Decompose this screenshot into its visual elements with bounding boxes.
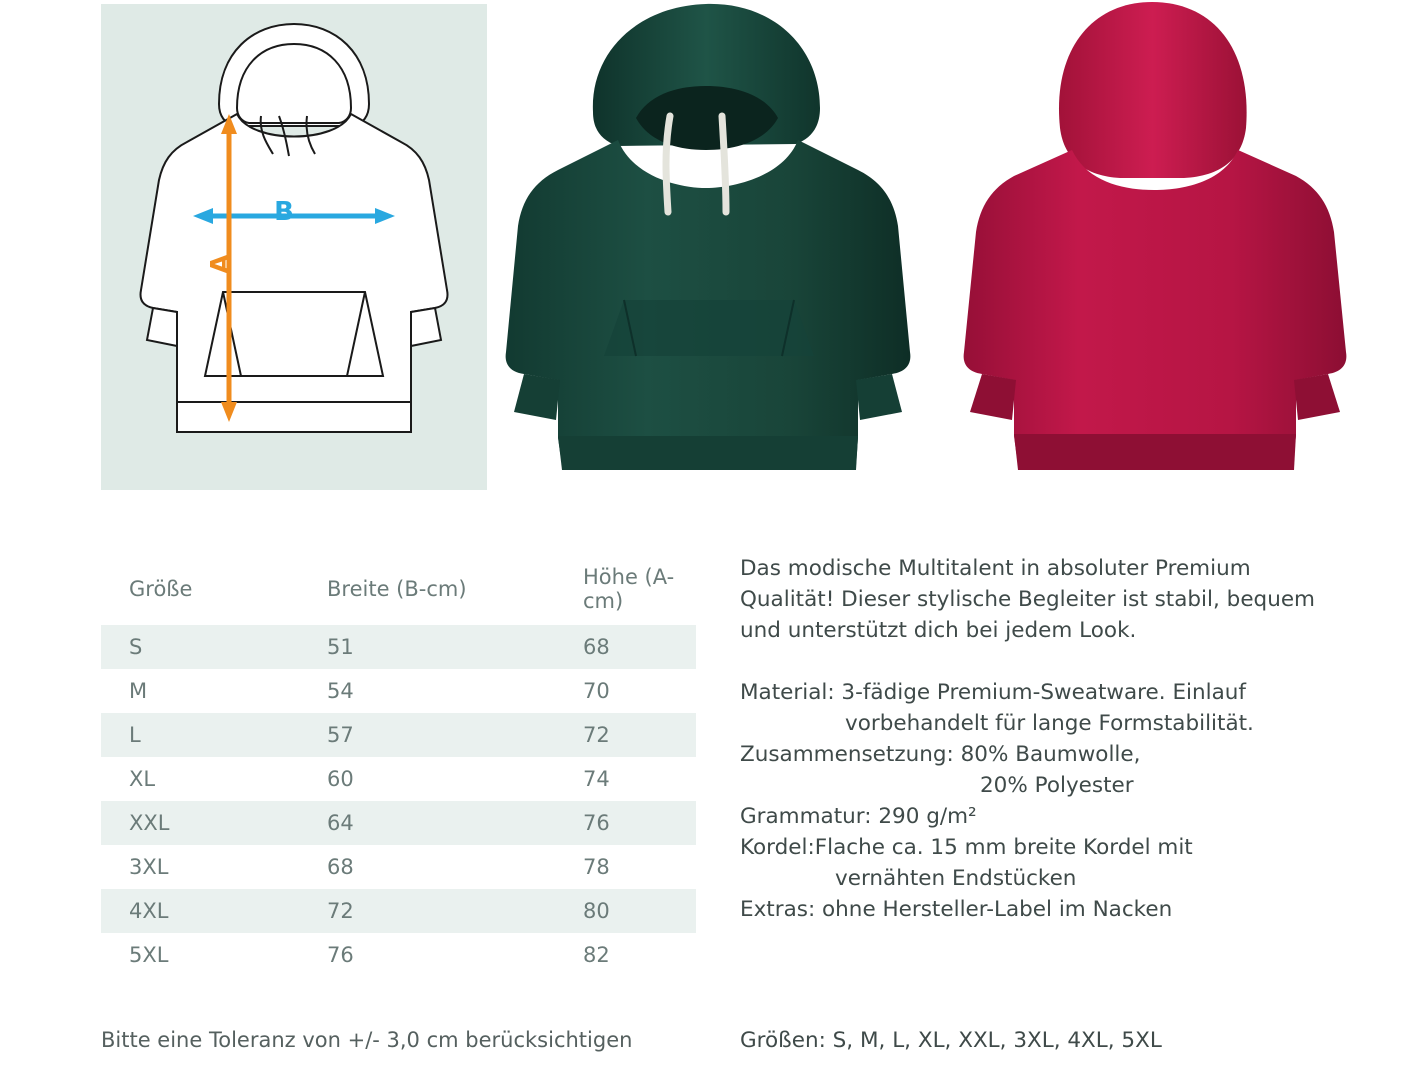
spacer [740,646,1340,677]
header-size: Größe [129,577,193,601]
description-material-cont: vorbehandelt für lange Formstabilität. [845,711,1254,736]
hoodie-front-green [498,0,918,490]
cell-height: 68 [583,635,610,659]
cell-size: XL [129,767,156,791]
cell-size: M [129,679,148,703]
size-table-body [101,625,696,977]
available-sizes: Größen: S, M, L, XL, XXL, 3XL, 4XL, 5XL [740,1028,1162,1053]
cell-height: 76 [583,811,610,835]
description-intro: Das modische Multitalent in absoluter Premium Qualität! Dieser stylische Begleiter ist stabil, bequem und unterstützt dich bei jedem Look. [740,556,1315,643]
size-table [101,553,696,977]
cell-height: 82 [583,943,610,967]
cell-height: 74 [583,767,610,791]
product-images-row [0,0,1424,500]
size-diagram-panel [101,4,487,490]
cell-size: XXL [129,811,170,835]
cell-width: 60 [327,767,354,791]
hoodie-technical-drawing [101,4,487,490]
table-row [101,713,696,757]
cell-width: 54 [327,679,354,703]
description-cord: Kordel:Flache ca. 15 mm breite Kordel mit [740,835,1193,860]
cell-width: 51 [327,635,354,659]
description-composition-cont: 20% Polyester [980,773,1134,798]
cell-size: 5XL [129,943,169,967]
table-row [101,801,696,845]
cell-width: 72 [327,899,354,923]
size-table-head [101,553,696,625]
product-description [740,553,1340,925]
table-row [101,669,696,713]
description-weight: Grammatur: 290 g/m² [740,804,977,829]
height-label: A [206,253,236,275]
description-cord-cont: vernähten Endstücken [835,866,1077,891]
cell-size: 3XL [129,855,169,879]
table-row [101,757,696,801]
hoodie-back-red [952,0,1352,490]
table-row [101,933,696,977]
cell-width: 68 [327,855,354,879]
tolerance-note: Bitte eine Toleranz von +/- 3,0 cm berücksichtigen [101,1028,633,1052]
cell-height: 80 [583,899,610,923]
description-composition: Zusammensetzung: 80% Baumwolle, [740,742,1141,767]
cell-height: 72 [583,723,610,747]
cell-height: 70 [583,679,610,703]
description-extras: Extras: ohne Hersteller-Label im Nacken [740,897,1173,922]
header-height: Höhe (A-cm) [583,565,675,613]
header-width: Breite (B-cm) [327,577,467,601]
table-row [101,845,696,889]
cell-width: 57 [327,723,354,747]
cell-size: 4XL [129,899,169,923]
table-header-row [101,553,696,625]
table-row [101,889,696,933]
width-label: B [274,197,294,227]
cell-width: 76 [327,943,354,967]
cell-size: L [129,723,141,747]
cell-size: S [129,635,143,659]
description-material: Material: 3-fädige Premium-Sweatware. Einlauf [740,680,1246,705]
cell-width: 64 [327,811,354,835]
cell-height: 78 [583,855,610,879]
table-row [101,625,696,669]
